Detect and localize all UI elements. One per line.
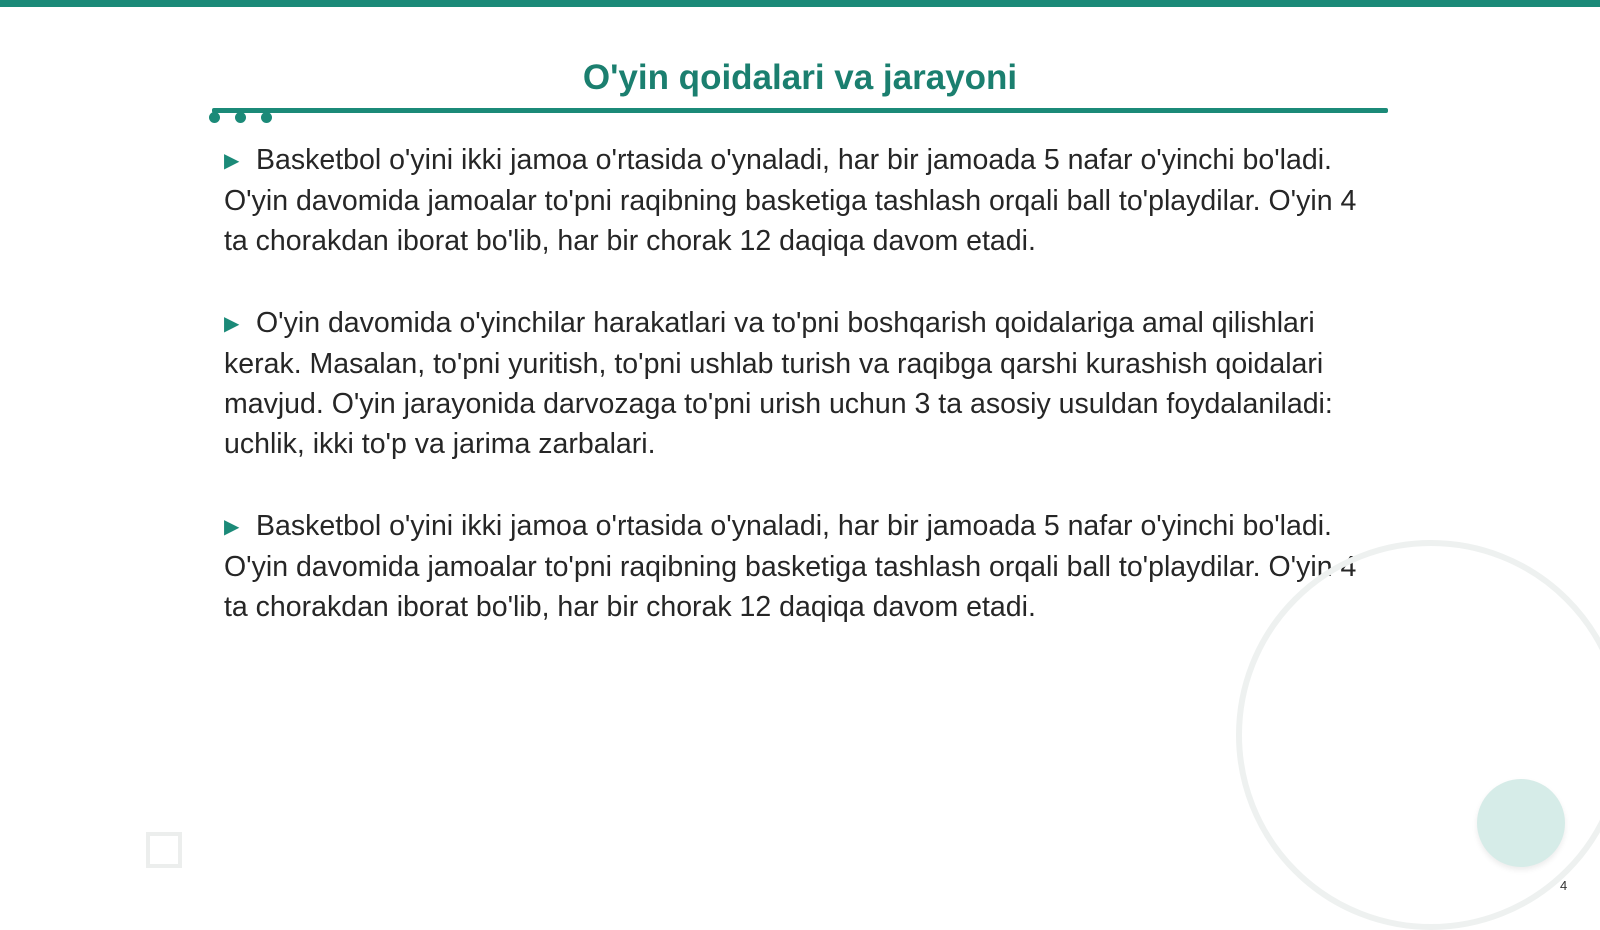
decorative-square: [146, 832, 182, 868]
top-accent-bar: [0, 0, 1600, 7]
bullet-text: Basketbol o'yini ikki jamoa o'rtasida o'ynaladi, har bir jamoada 5 nafar o'yinchi bo'ladi. O'yin davomida jamoalar to'pni raqibning basketiga tashlash orqali ball to'playdilar. O'yin 4 ta chorakdan iborat bo'lib, har bir chorak 12 daqiqa davom etadi.: [224, 510, 1357, 623]
title-underline: [212, 108, 1388, 113]
decorative-dot: [235, 112, 246, 123]
bullet-paragraph: [224, 303, 1384, 464]
decorative-dot: [209, 112, 220, 123]
decorative-dot: [261, 112, 272, 123]
slide-title: O'yin qoidalari va jarayoni: [582, 58, 1018, 97]
page-number: 4: [1560, 878, 1568, 893]
triangle-bullet-icon: ▶: [224, 150, 240, 172]
triangle-bullet-icon: ▶: [224, 516, 240, 538]
bullet-paragraph: [224, 140, 1384, 261]
triangle-bullet-icon: ▶: [224, 313, 240, 335]
bullet-text: Basketbol o'yini ikki jamoa o'rtasida o'ynaladi, har bir jamoada 5 nafar o'yinchi bo'ladi. O'yin davomida jamoalar to'pni raqibning basketiga tashlash orqali ball to'playdilar. O'yin 4 ta chorakdan iborat bo'lib, har bir chorak 12 daqiqa davom etadi.: [224, 144, 1357, 257]
bullet-paragraph: [224, 506, 1384, 627]
slide-body: [224, 140, 1384, 669]
bullet-text: O'yin davomida o'yinchilar harakatlari va to'pni boshqarish qoidalariga amal qilishlari kerak. Masalan, to'pni yuritish, to'pni ushlab turish va raqibga qarshi kurashish qoidalari mavjud. O'yin jarayonida darvozaga to'pni urish uchun 3 ta asosiy usuldan foydalaniladi: uchlik, ikki to'p va jarima zarbalari.: [224, 307, 1333, 460]
decorative-ring: [1236, 540, 1600, 930]
decorative-circle: [1477, 779, 1565, 867]
